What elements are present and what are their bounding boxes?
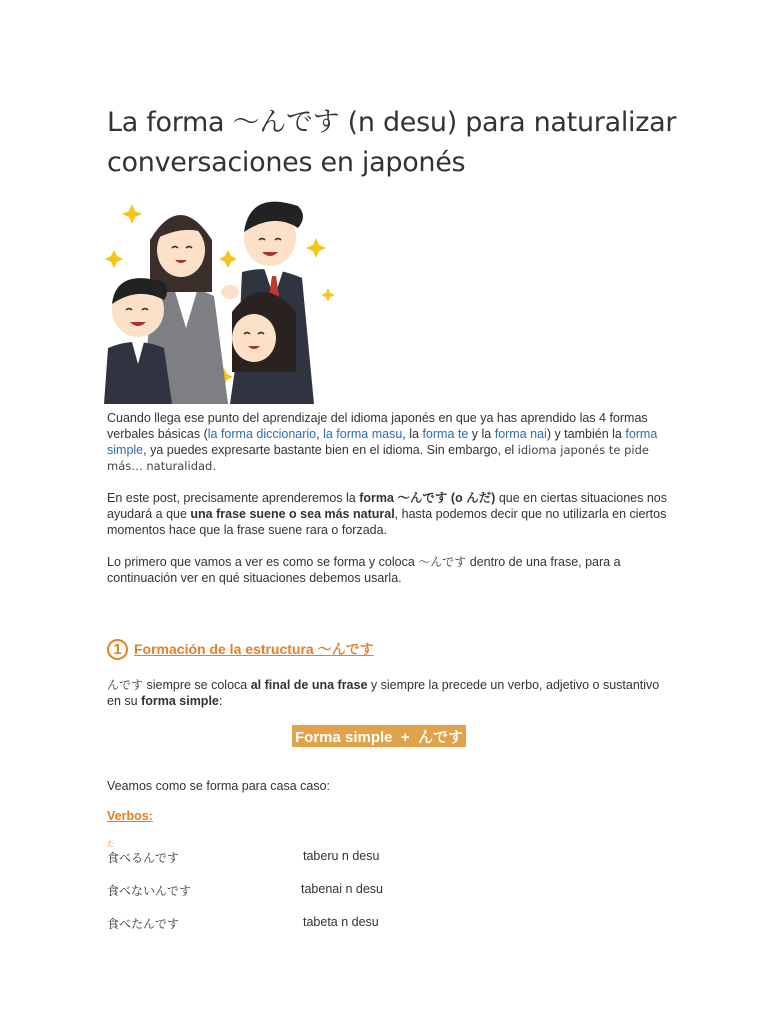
example-japanese: 食べたんです: [107, 917, 180, 931]
link-forma-nai[interactable]: forma nai: [494, 427, 547, 441]
formula-box: Forma simple + んです: [292, 725, 466, 747]
section-number-badge: 1: [107, 639, 128, 660]
section-heading: [107, 636, 374, 662]
post-intro-paragraph: En este post, precisamente aprenderemos la forma 〜んです (o んだ) que en ciertas situaciones nos ayudará a que una frase suene o sea más natural, hasta podemos decir que no utilizarla en ciertos momentos hace que la frase suene rara o forzada.: [107, 491, 667, 537]
verbs-label: Verbos:: [107, 809, 153, 823]
section-title: Formación de la estructura 〜んです: [134, 641, 374, 657]
link-forma-masu[interactable]: la forma masu: [323, 427, 403, 441]
example-row: [107, 840, 507, 867]
example-row: [107, 882, 507, 900]
example-japanese: 食べるんです: [107, 851, 180, 865]
structure-intro-paragraph: Lo primero que vamos a ver es como se forma y coloca 〜んです dentro de una frase, para a continuación ver en qué situaciones debemos usarla.: [107, 555, 621, 585]
rule-paragraph: んです siempre se coloca al final de una frase y siempre la precede un verbo, adjetivo o sustantivo en su forma simple:: [107, 678, 660, 708]
example-japanese: 食べないんです: [107, 884, 192, 898]
page-title: La forma 〜んです (n desu) para naturalizar conversaciones en japonés: [107, 107, 677, 178]
business-people-illustration: [104, 192, 340, 404]
example-row: [107, 915, 507, 933]
link-forma-simple[interactable]: forma simple: [107, 427, 658, 457]
furigana: た: [107, 840, 114, 848]
example-romaji: tabenai n desu: [301, 882, 384, 896]
link-forma-te[interactable]: forma te: [422, 427, 469, 441]
example-romaji: tabeta n desu: [303, 915, 379, 929]
link-forma-diccionario[interactable]: la forma diccionario: [207, 427, 317, 441]
example-romaji: taberu n desu: [303, 849, 380, 863]
cases-intro: Veamos como se forma para casa caso:: [107, 779, 331, 793]
intro-paragraph: Cuando llega ese punto del aprendizaje del idioma japonés en que ya has aprendido las 4 formas verbales básicas (la forma diccionario, la forma masu, la forma te y la forma nai) y también la forma simple, ya puedes expresarte bastante bien en el idioma. Sin embargo, el idioma japonés te pide más… naturalidad.: [107, 411, 658, 473]
